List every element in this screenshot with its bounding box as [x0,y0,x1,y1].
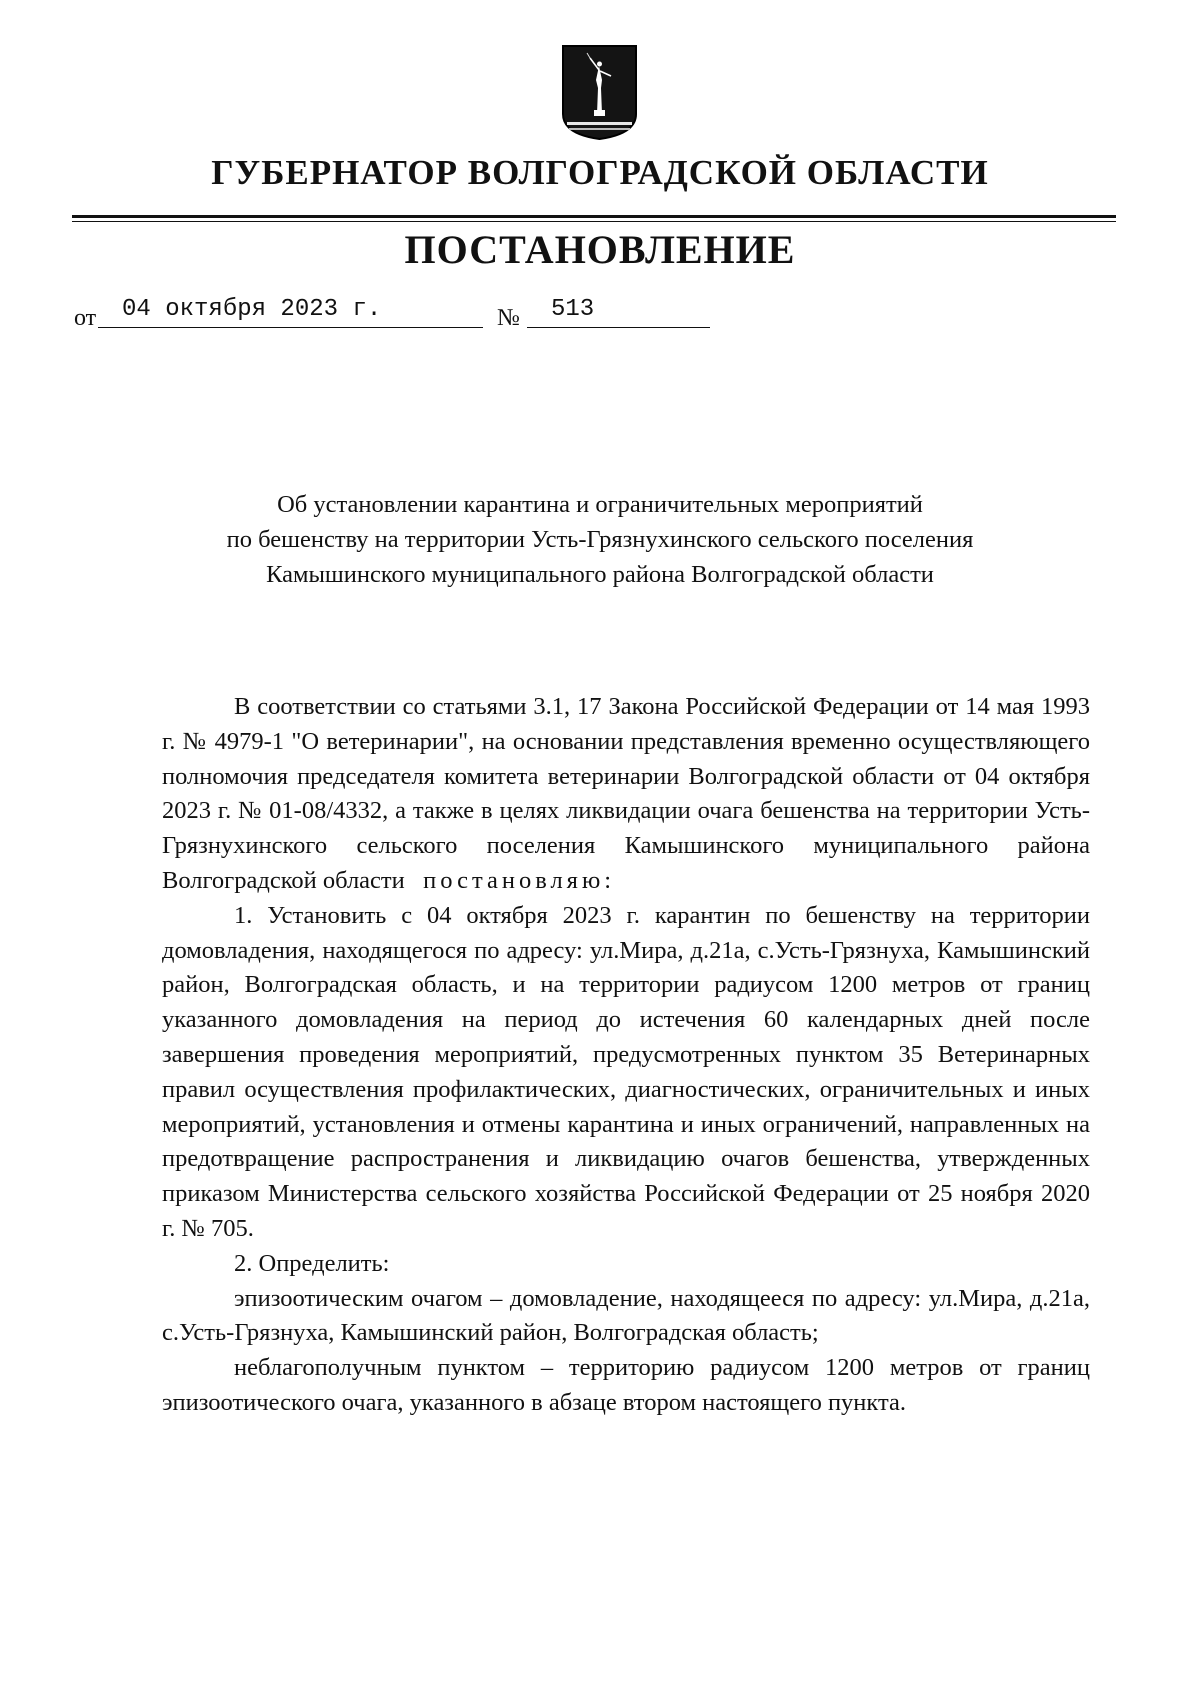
organization-title: ГУБЕРНАТОР ВОЛГОГРАДСКОЙ ОБЛАСТИ [211,153,989,192]
number-label: № [497,305,520,331]
item-2-definition-point: неблагополучным пунктом – территорию радиусом 1200 метров от границ эпизоотического очага, указанного в абзаце втором настоящего пункта. [162,1354,1090,1416]
date-label: от [74,305,97,331]
subject-line: по бешенству на территории Усть-Грязнухинского сельского поселения [226,526,974,553]
document-subject [0,487,1200,592]
decree-word: постановляю: [423,866,616,894]
coat-of-arms-emblem [561,44,638,141]
preamble-paragraph [162,690,1090,899]
document-meta [0,296,1200,336]
number-field: 513 [527,296,710,328]
item-2-definition-focus: эпизоотическим очагом – домовладение, находящееся по адресу: ул.Мира, д.21а, с.Усть-Грязнуха, Камышинский район, Волгоградская область; [162,1284,1090,1347]
document-type-title: ПОСТАНОВЛЕНИЕ [404,227,796,272]
document-body [162,690,1090,1421]
preamble-text: В соответствии со статьями 3.1, 17 Закона Российской Федерации от 14 мая 1993 г. № 4979-1 "О ветеринарии", на основании представления временно осуществляющего полномочия председателя комитета ветеринарии Волгоградской области от 04 октября 2023 г. № 01-08/4332, а также в целях ликвидации очага бешенства на территории Усть-Грязнухинского сельского поселения Камышинского муниципального района Волгоградской области [162,693,1090,894]
subject-line: Об установлении карантина и ограничительных мероприятий [277,491,923,518]
header-divider [72,215,1116,218]
header-divider-thin [72,221,1116,222]
subject-line: Камышинского муниципального района Волгоградской области [266,561,934,588]
date-field: 04 октября 2023 г. [98,296,483,328]
item-2-heading: 2. Определить: [234,1249,390,1277]
item-1-paragraph: 1. Установить с 04 октября 2023 г. карантин по бешенству на территории домовладения, находящегося по адресу: ул.Мира, д.21а, с.Усть-Грязнуха, Камышинский район, Волгоградская область, и на территории радиусом 1200 метров от границ указанного домовладения на период до истечения 60 календарных дней после завершения проведения мероприятий, предусмотренных пунктом 35 Ветеринарных правил осуществления профилактических, диагностических, ограничительных и иных мероприятий, установления и отмены карантина и иных ограничений, направленных на предотвращение распространения и ликвидацию очагов бешенства, утвержденных приказом Министерства сельского хозяйства Российской Федерации от 25 ноября 2020 г. № 705. [162,901,1090,1242]
